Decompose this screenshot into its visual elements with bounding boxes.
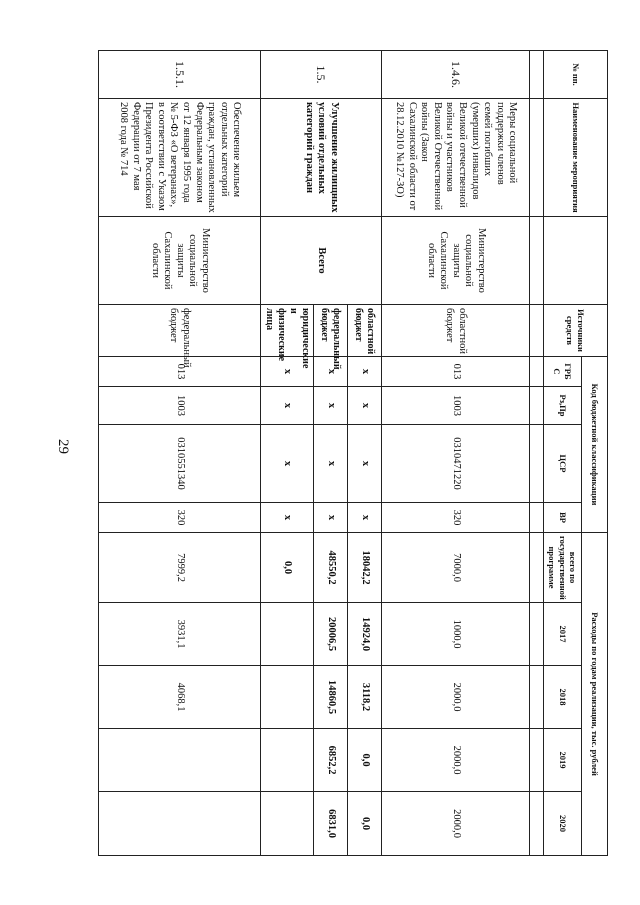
cell-mark: х: [348, 503, 382, 533]
row-source: юридические и физические лица: [261, 305, 314, 357]
row-num: 1.5.: [261, 51, 382, 99]
rotated-table-wrapper: [98, 50, 608, 855]
header-grbs: ГРБ С: [544, 357, 582, 387]
row-csr: 0310471220: [382, 425, 530, 503]
row-vr: 320: [382, 503, 530, 533]
row-source: федеральный бюджет: [314, 305, 348, 357]
row-grbs: 013: [99, 357, 261, 387]
row-2017: 1000,0: [382, 603, 530, 666]
cell-mark: х: [348, 425, 382, 503]
header-vr: ВР: [544, 503, 582, 533]
row-name: Обеспечение жильем отдельных категорий граждан, установленных Федеральным законом от 12 января 1995 года № 5-ФЗ «О ветеранах», в соответствии с Указом Президента Российской Федерации от 7 мая 2008 года № 714: [99, 99, 261, 217]
row-2017: 3931,1: [99, 603, 261, 666]
row-total: 7000,0: [382, 533, 530, 603]
header-sources: Источники средств: [544, 305, 608, 357]
row-name: Улучшение жилищных условий отдельных категорий граждан: [261, 99, 382, 217]
budget-table: [98, 50, 608, 856]
row-2019: [261, 729, 314, 792]
row-executor: Министерство социальной защиты Сахалинской области: [382, 217, 530, 305]
row-num: 1.4.6.: [382, 51, 530, 99]
header-2019: 2019: [544, 729, 582, 792]
row-rzpr: 1003: [382, 387, 530, 425]
row-2020: 2000,0: [382, 792, 530, 856]
header-expenses: Расходы по годам реализации, тыс. рублей: [582, 533, 608, 856]
row-1-5-sub1: [348, 51, 382, 856]
row-total: 7999,2: [99, 533, 261, 603]
row-2020: [99, 792, 261, 856]
row-total: 48550,2: [314, 533, 348, 603]
cell-mark: х: [348, 387, 382, 425]
row-2019: 0,0: [348, 729, 382, 792]
header-2020: 2020: [544, 792, 582, 856]
row-2020: 0,0: [348, 792, 382, 856]
row-source: областной бюджет: [348, 305, 382, 357]
row-2019: 6852,2: [314, 729, 348, 792]
row-total: 18042,2: [348, 533, 382, 603]
row-2017: [261, 603, 314, 666]
cell-mark: х: [261, 503, 314, 533]
cell-mark: х: [261, 425, 314, 503]
row-2018: 3118,2: [348, 666, 382, 729]
row-2020: [261, 792, 314, 856]
row-csr: 0310551340: [99, 425, 261, 503]
row-num: 1.5.1.: [99, 51, 261, 99]
cell-mark: х: [314, 357, 348, 387]
row-2018: [261, 666, 314, 729]
row-2020: 6831,0: [314, 792, 348, 856]
row-executor: Министерство социальной защиты Сахалинской области: [99, 217, 261, 305]
row-rzpr: 1003: [99, 387, 261, 425]
row-total: 0,0: [261, 533, 314, 603]
row-2018: 4068,1: [99, 666, 261, 729]
row-1-5-1: [99, 51, 261, 856]
row-2017: 20006,5: [314, 603, 348, 666]
row-2018: 14860,5: [314, 666, 348, 729]
row-source: федеральный бюджет: [99, 305, 261, 357]
header-rzpr: Рз,Пр: [544, 387, 582, 425]
header-2018: 2018: [544, 666, 582, 729]
row-2017: 14924,0: [348, 603, 382, 666]
row-1-4-6: [382, 51, 530, 856]
row-2019: [99, 729, 261, 792]
cell-mark: х: [348, 357, 382, 387]
header-executor: [544, 217, 608, 305]
row-grbs: 013: [382, 357, 530, 387]
header-name: Наименование мероприятия: [544, 99, 608, 217]
header-total: всего по государственной программе: [544, 533, 582, 603]
cell-mark: х: [261, 387, 314, 425]
row-name: Меры социальной поддержки членов семей погибших (умерших) инвалидов Великой отечественной войны и участников Великой Отечественной войны (Закон Сахалинской области от 28.12.2010 №127-ЗО): [382, 99, 530, 217]
row-source: областной бюджет: [382, 305, 530, 357]
page-number: 29: [55, 439, 71, 454]
header-csr: ЦСР: [544, 425, 582, 503]
header-budget-code: Код бюджетной классификации: [582, 357, 608, 533]
row-2019: 2000,0: [382, 729, 530, 792]
cell-mark: х: [314, 425, 348, 503]
row-vr: 320: [99, 503, 261, 533]
header-num: № пп.: [544, 51, 608, 99]
row-executor: Всего: [261, 217, 382, 305]
header-2017: 2017: [544, 603, 582, 666]
cell-mark: х: [314, 387, 348, 425]
cell-mark: х: [314, 503, 348, 533]
row-2018: 2000,0: [382, 666, 530, 729]
cell-mark: х: [261, 357, 314, 387]
